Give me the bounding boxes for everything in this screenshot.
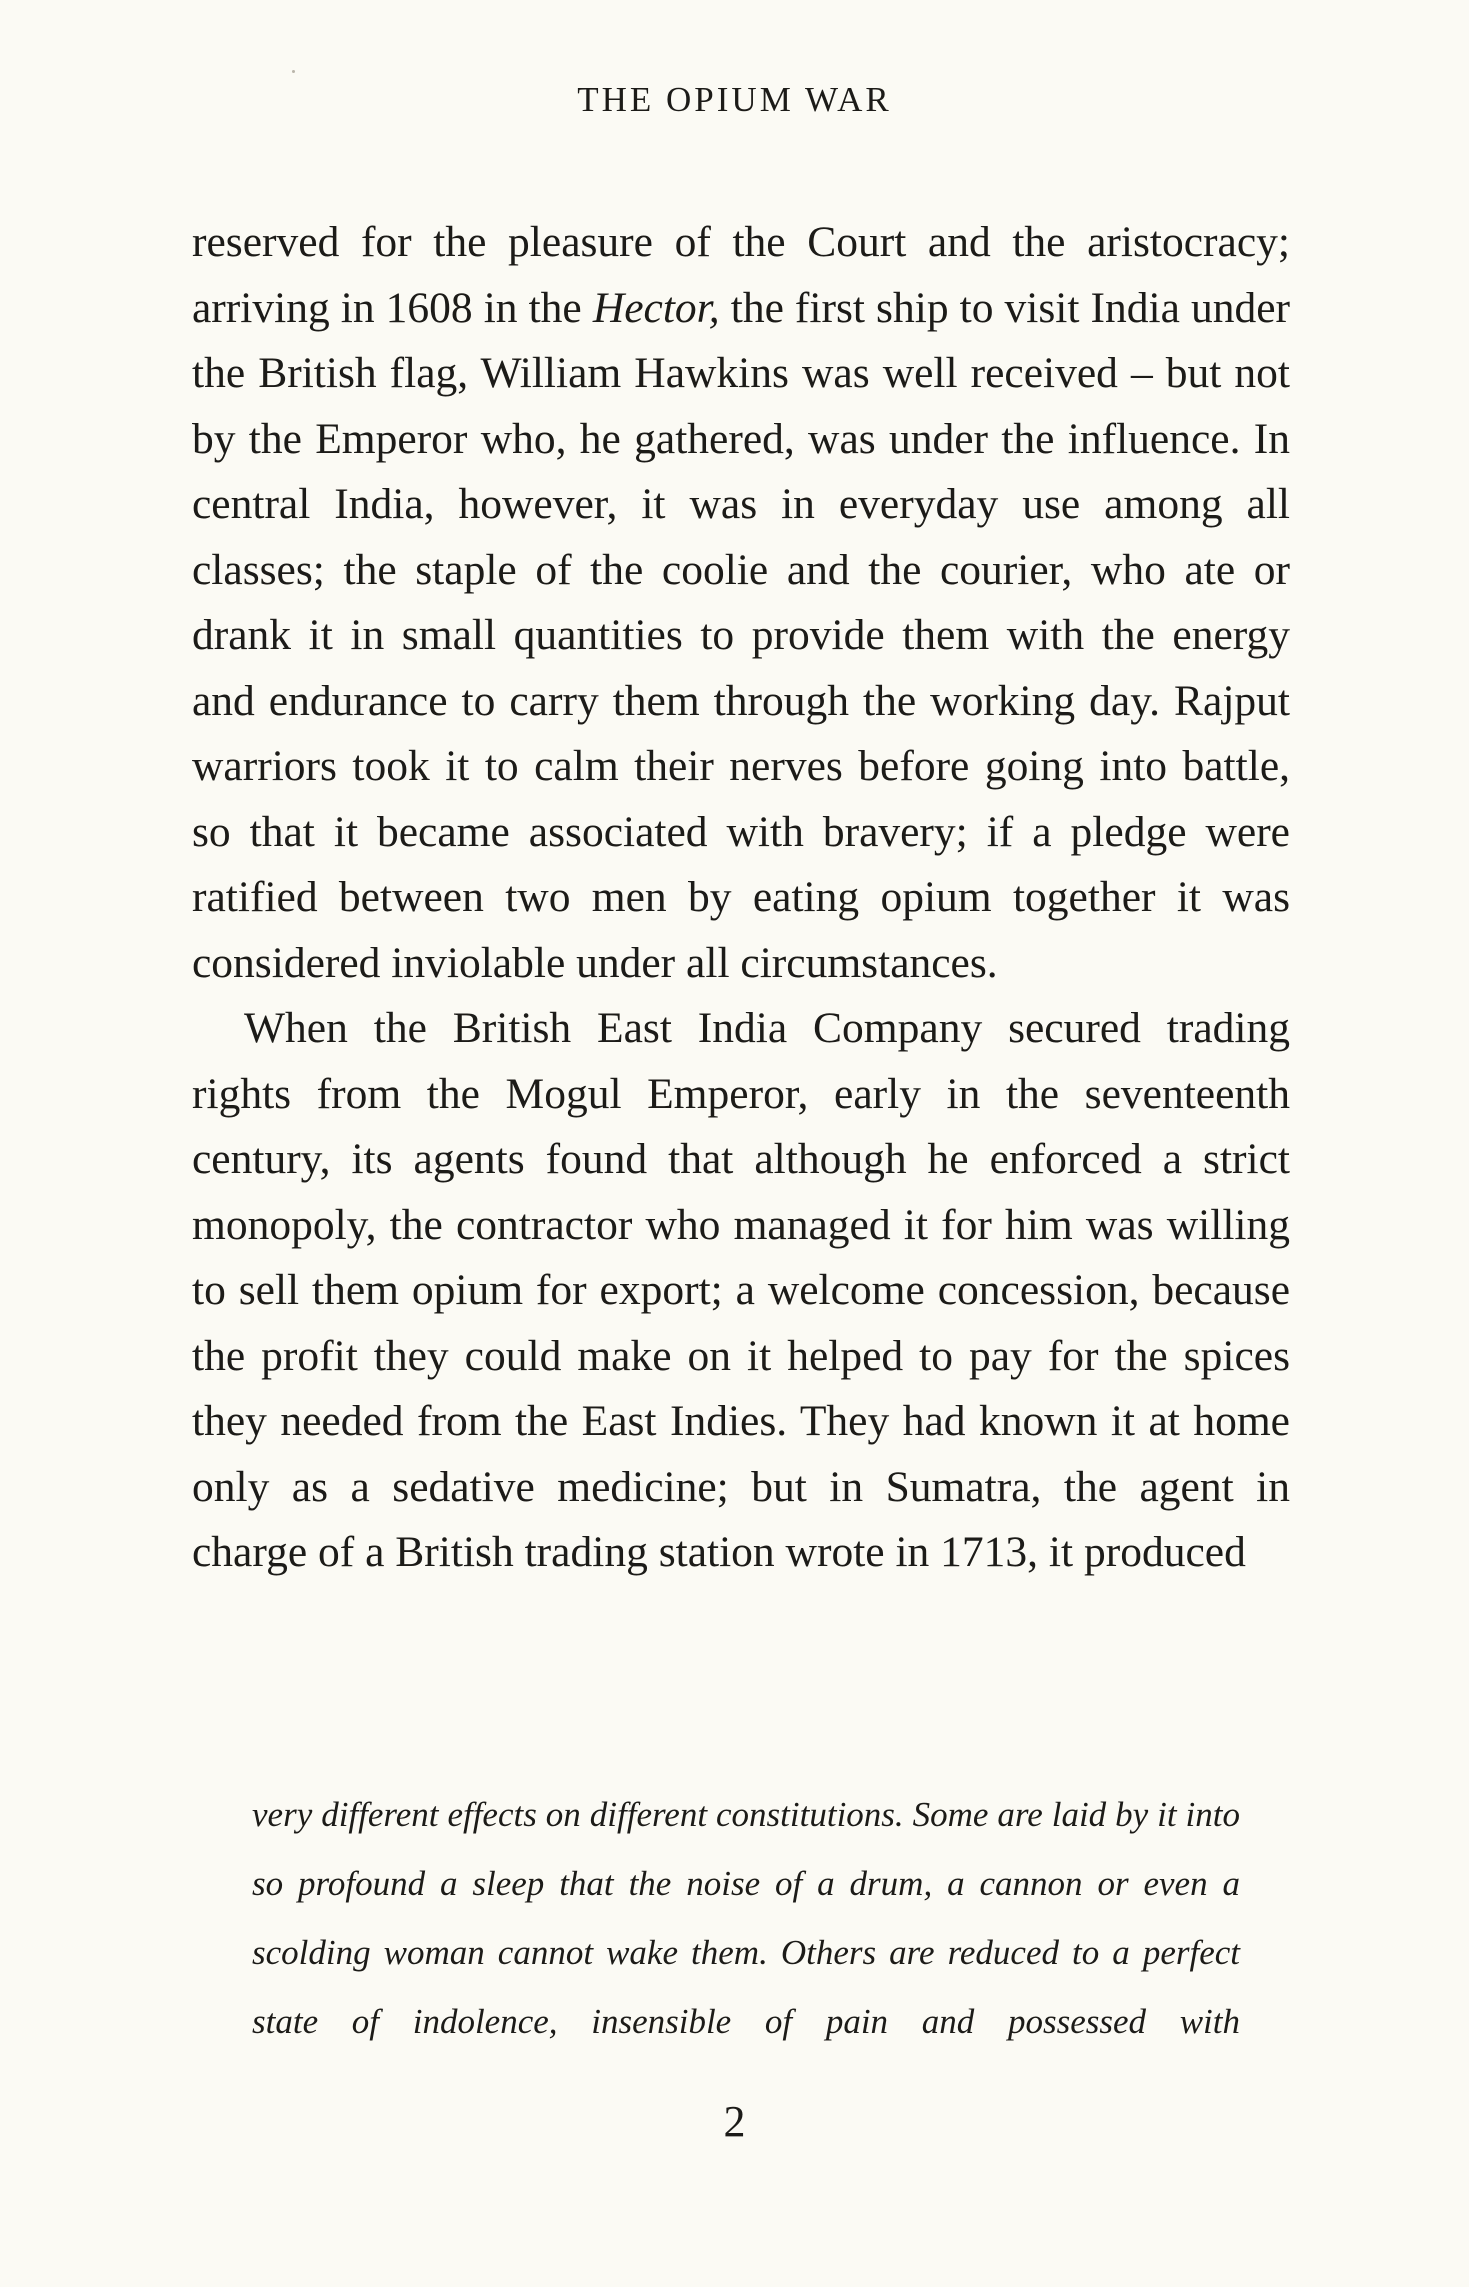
running-head: THE OPIUM WAR xyxy=(577,80,892,119)
body-text xyxy=(192,210,1290,1586)
block-quote: very different effects on different constitutions. Some are laid by it into so profound a sleep that the noise of a drum, a cannon or even a scolding woman cannot wake them. Others are reduced to a perfect state of indolence, insensible of pain and possessed with xyxy=(252,1795,1240,2041)
page-number: 2 xyxy=(723,2097,746,2146)
paragraph-1-before-italic: reserved for the pleasure of the Court and the aristocracy; arriving in 1608 in the xyxy=(192,218,1290,332)
ship-name-italic: Hector, xyxy=(592,283,720,332)
paragraph-2: When the British East India Company secured trading rights from the Mogul Emperor, early in the seventeenth century, its agents found that although he enforced a strict monopoly, the contractor who managed it for him was willing to sell them opium for export; a welcome concession, because the profit they could make on it helped to pay for the spices they needed from the East Indies. They had known it at home only as a sedative medicine; but in Sumatra, the agent in charge of a British trading station wrote in 1713, it produced xyxy=(192,1004,1290,1576)
paragraph-continued xyxy=(192,210,1290,996)
scan-speck xyxy=(292,70,295,73)
paragraph-1-after-italic: the first ship to visit India under the British flag, William Hawkins was well received – but not by the Emperor who, he gathered, was under the influence. In central India, however, it was in everyday use among all classes; the staple of the coolie and the courier, who ate or drank it in small quantities to provide them with the energy and endurance to carry them through the working day. Rajput warriors took it to calm their nerves before going into battle, so that it became associated with bravery; if a pledge were ratified between two men by eating opium together it was considered inviolable under all circumstances. xyxy=(192,283,1290,987)
